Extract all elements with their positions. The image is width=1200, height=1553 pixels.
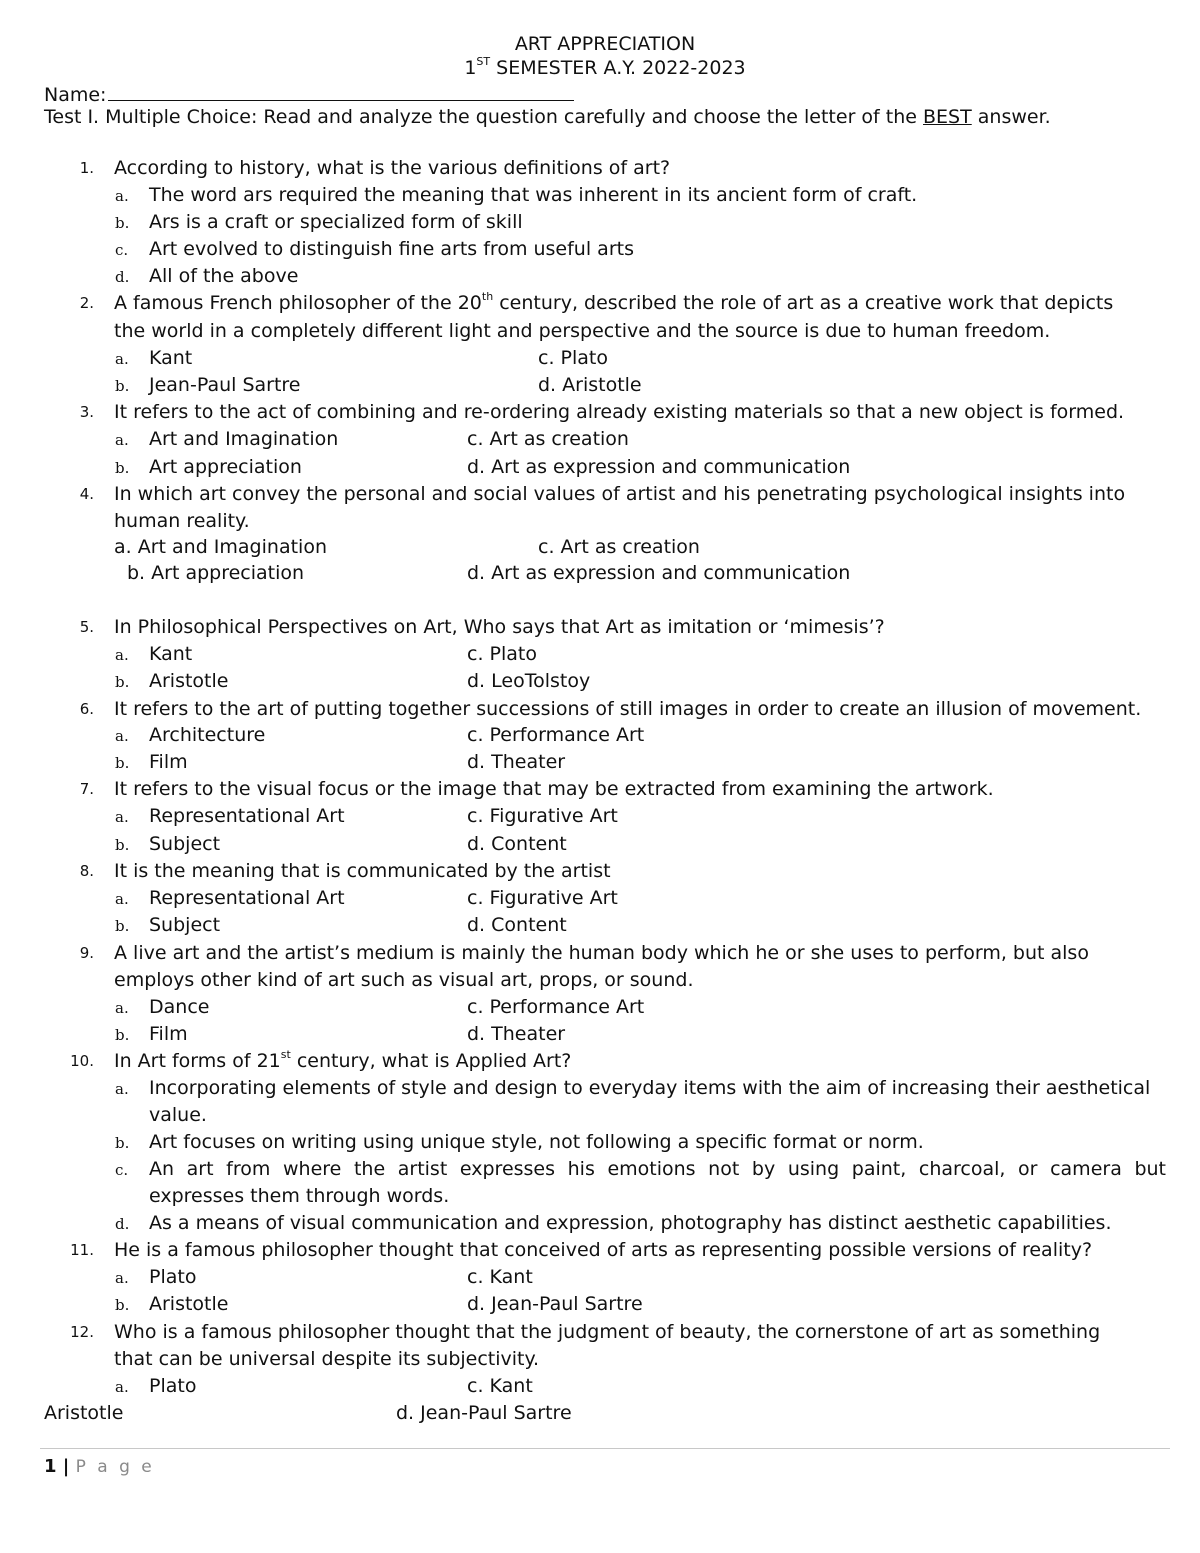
- question-text: Who is a famous philosopher thought that the judgment of beauty, the cornerstone of art as something: [114, 1321, 1101, 1343]
- semester-text: SEMESTER A.Y. 2022-2023: [490, 57, 746, 79]
- option-b: Aristotle: [149, 670, 229, 692]
- option-letter: b.: [115, 214, 130, 232]
- document-title: ART APPRECIATION: [514, 33, 696, 55]
- page-number: 1: [44, 1456, 57, 1477]
- option-a: Kant: [149, 643, 193, 665]
- option-a: Plato: [149, 1375, 197, 1397]
- option-d: d. Content: [467, 914, 567, 936]
- option-b: Aristotle: [44, 1402, 124, 1424]
- option-d: d. Art as expression and communication: [467, 562, 851, 584]
- option-letter: b.: [115, 1296, 130, 1314]
- question-number: 7.: [79, 780, 94, 798]
- question-text: It refers to the act of combining and re-ordering already existing materials so that a new object is formed.: [114, 401, 1125, 423]
- question-number: 5.: [79, 618, 94, 636]
- option-a: Art and Imagination: [149, 428, 339, 450]
- footer-separator: |: [56, 1456, 76, 1477]
- option-b: b. Art appreciation: [127, 562, 305, 584]
- option-c: c. Figurative Art: [467, 887, 618, 909]
- question-text-part: A famous French philosopher of the 20: [114, 292, 482, 314]
- instructions-suffix: answer.: [971, 106, 1051, 128]
- option-b: Film: [149, 1023, 188, 1045]
- question-text: He is a famous philosopher thought that conceived of arts as representing possible versions of reality?: [114, 1239, 1093, 1261]
- question-text: In Philosophical Perspectives on Art, Who says that Art as imitation or ‘mimesis’?: [114, 616, 885, 638]
- question-text: In which art convey the personal and social values of artist and his penetrating psychological insights into: [114, 483, 1126, 505]
- option-a: Incorporating elements of style and design to everyday items with the aim of increasing their aesthetical: [149, 1077, 1151, 1099]
- option-a: a. Art and Imagination: [114, 536, 327, 558]
- option-letter: a.: [115, 999, 129, 1017]
- question-text: It refers to the art of putting together successions of still images in order to create an illusion of movement.: [114, 698, 1142, 720]
- option-c: c. Figurative Art: [467, 805, 618, 827]
- option-c: An art from where the artist expresses his emotions not by using paint, charcoal, or camera but: [149, 1158, 1166, 1180]
- question-number: 10.: [70, 1052, 94, 1070]
- option-b: Subject: [149, 833, 221, 855]
- option-a: Representational Art: [149, 887, 345, 909]
- option-letter: b.: [115, 754, 130, 772]
- option-d: d. Theater: [467, 1023, 566, 1045]
- option-a: Architecture: [149, 724, 266, 746]
- option-c: Art evolved to distinguish fine arts from useful arts: [149, 238, 634, 260]
- option-letter: a.: [115, 808, 129, 826]
- page-footer: [44, 1453, 155, 1481]
- question-number: 2.: [79, 294, 94, 312]
- option-letter: a.: [115, 646, 129, 664]
- question-text: It refers to the visual focus or the image that may be extracted from examining the artwork.: [114, 778, 994, 800]
- option-letter: d.: [115, 1215, 130, 1233]
- option-c: c. Performance Art: [467, 724, 645, 746]
- option-b: Film: [149, 751, 188, 773]
- option-b: Art focuses on writing using unique style, not following a specific format or norm.: [149, 1131, 924, 1153]
- option-letter: b.: [115, 1026, 130, 1044]
- option-d: d. Theater: [467, 751, 566, 773]
- question-text-line2: human reality.: [114, 510, 250, 532]
- semester-superscript: ST: [476, 54, 491, 68]
- instructions-prefix: Test I. Multiple Choice: Read and analyze the question carefully and choose the letter of the: [44, 106, 924, 128]
- footer-divider: [40, 1448, 1170, 1449]
- question-number: 4.: [79, 485, 94, 503]
- option-letter: b.: [115, 459, 130, 477]
- option-d: d. Content: [467, 833, 567, 855]
- option-letter: a.: [115, 431, 129, 449]
- question-text-part: century, described the role of art as a creative work that depicts: [493, 292, 1114, 314]
- question-superscript: th: [481, 289, 494, 303]
- option-letter: b.: [115, 1134, 130, 1152]
- option-a-line2: value.: [149, 1104, 207, 1126]
- option-letter: b.: [115, 917, 130, 935]
- option-d: d. Aristotle: [538, 374, 642, 396]
- semester-line: [0, 55, 1200, 82]
- option-letter: d.: [115, 268, 130, 286]
- question-text-line2: the world in a completely different light and perspective and the source is due to human freedom.: [114, 320, 1051, 342]
- option-c: c. Art as creation: [538, 536, 700, 558]
- option-a: The word ars required the meaning that was inherent in its ancient form of craft.: [149, 184, 918, 206]
- question-number: 3.: [79, 403, 94, 421]
- question-number: 11.: [70, 1241, 94, 1259]
- option-c: c. Art as creation: [467, 428, 629, 450]
- option-d: d. Jean-Paul Sartre: [467, 1293, 643, 1315]
- option-d: d. Jean-Paul Sartre: [396, 1402, 572, 1424]
- question-text: [114, 290, 1166, 317]
- instructions-emphasis: BEST: [923, 106, 972, 128]
- question-text: A live art and the artist’s medium is mainly the human body which he or she uses to perform, but also: [114, 942, 1089, 964]
- option-letter: a.: [115, 187, 129, 205]
- option-letter: a.: [115, 350, 129, 368]
- question-number: 12.: [70, 1323, 94, 1341]
- option-a: Plato: [149, 1266, 197, 1288]
- question-text-line2: that can be universal despite its subjectivity.: [114, 1348, 540, 1370]
- question-number: 1.: [79, 159, 94, 177]
- option-letter: c.: [115, 1161, 129, 1179]
- option-letter: b.: [115, 673, 130, 691]
- instructions: [44, 104, 1051, 131]
- question-text-part: century, what is Applied Art?: [290, 1050, 572, 1072]
- option-b: Jean-Paul Sartre: [149, 374, 301, 396]
- option-letter: a.: [115, 1080, 129, 1098]
- question-text: [114, 1048, 571, 1075]
- option-d: As a means of visual communication and expression, photography has distinct aesthetic capabilities.: [149, 1212, 1112, 1234]
- option-d: d. Art as expression and communication: [467, 456, 851, 478]
- option-c-line2: expresses them through words.: [149, 1185, 450, 1207]
- option-c: c. Kant: [467, 1375, 533, 1397]
- semester-number: 1: [464, 57, 477, 79]
- option-c: c. Performance Art: [467, 996, 645, 1018]
- option-letter: a.: [115, 727, 129, 745]
- question-text-line2: employs other kind of art such as visual art, props, or sound.: [114, 969, 694, 991]
- option-letter: a.: [115, 1378, 129, 1396]
- option-a: Kant: [149, 347, 193, 369]
- option-letter: a.: [115, 1269, 129, 1287]
- option-d: d. LeoTolstoy: [467, 670, 591, 692]
- question-text: It is the meaning that is communicated by the artist: [114, 860, 611, 882]
- option-letter: a.: [115, 890, 129, 908]
- question-number: 6.: [79, 700, 94, 718]
- option-b: Subject: [149, 914, 221, 936]
- option-b: Ars is a craft or specialized form of skill: [149, 211, 523, 233]
- option-letter: b.: [115, 377, 130, 395]
- page-label: P a g e: [75, 1457, 155, 1477]
- question-text: According to history, what is the various definitions of art?: [114, 157, 671, 179]
- option-c: c. Plato: [538, 347, 608, 369]
- question-text-part: In Art forms of 21: [114, 1050, 281, 1072]
- option-c: c. Plato: [467, 643, 537, 665]
- option-letter: c.: [115, 241, 129, 259]
- option-b: Art appreciation: [149, 456, 302, 478]
- option-d: All of the above: [149, 265, 299, 287]
- option-c: c. Kant: [467, 1266, 533, 1288]
- question-number: 8.: [79, 862, 94, 880]
- question-superscript: st: [280, 1047, 291, 1061]
- name-blank-line[interactable]: [108, 80, 574, 101]
- option-b: Aristotle: [149, 1293, 229, 1315]
- question-number: 9.: [79, 944, 94, 962]
- name-label: Name:: [44, 84, 107, 106]
- option-letter: b.: [115, 836, 130, 854]
- option-a: Representational Art: [149, 805, 345, 827]
- option-a: Dance: [149, 996, 210, 1018]
